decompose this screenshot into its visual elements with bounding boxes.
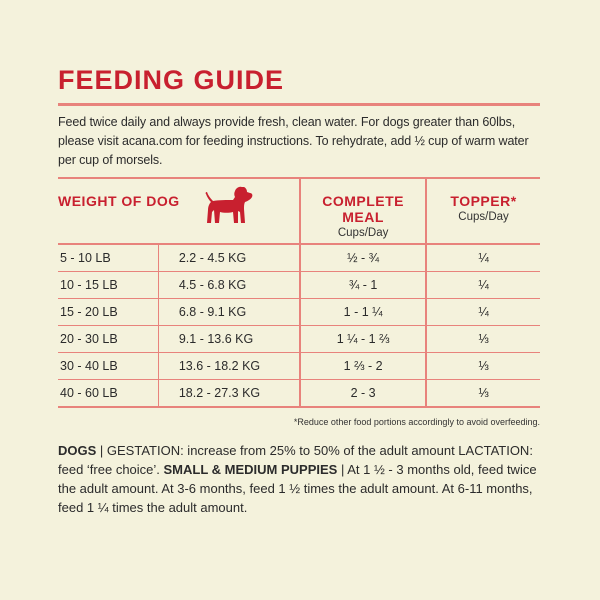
meal-cups: 1 - 1 ¼ xyxy=(300,299,426,326)
feeding-guide xyxy=(58,60,540,517)
intro-text: Feed twice daily and always provide fresh, clean water. For dogs greater than 60lbs, please visit acana.com for feeding instructions. To rehydrate, add ½ cup of warm water per cup of morsels. xyxy=(58,115,529,167)
meal-cups: ½ - ¾ xyxy=(300,244,426,272)
weight-lb: 30 - 40 LB xyxy=(58,353,158,380)
weight-lb: 40 - 60 LB xyxy=(58,380,158,408)
footnote: *Reduce other food portions accordingly to avoid overfeeding. xyxy=(293,417,540,427)
feeding-notes xyxy=(58,441,540,517)
weight-kg: 13.6 - 18.2 KG xyxy=(158,353,300,380)
weight-kg: 2.2 - 4.5 KG xyxy=(158,244,300,272)
dog-silhouette-icon xyxy=(202,185,254,225)
weight-lb: 20 - 30 LB xyxy=(58,326,158,353)
topper-cups: ⅓ xyxy=(426,380,540,408)
table-row xyxy=(58,326,540,353)
topper-cups: ¼ xyxy=(426,299,540,326)
topper-label: TOPPER* xyxy=(450,193,517,209)
table-row xyxy=(58,353,540,380)
table-row xyxy=(58,299,540,326)
topper-cups: ⅓ xyxy=(426,326,540,353)
topper-cups: ⅓ xyxy=(426,353,540,380)
topper-cups: ¼ xyxy=(426,272,540,299)
dogs-label: DOGS xyxy=(58,443,97,458)
page-title: FEEDING GUIDE xyxy=(58,65,285,95)
complete-meal-header xyxy=(300,179,426,244)
meal-cups: 1 ⅔ - 2 xyxy=(300,353,426,380)
table-row xyxy=(58,244,540,272)
title-divider xyxy=(58,103,540,106)
table-row xyxy=(58,380,540,408)
table-header-row xyxy=(58,179,540,244)
complete-meal-unit: Cups/Day xyxy=(337,227,389,239)
topper-cups: ¼ xyxy=(426,244,540,272)
weight-kg: 4.5 - 6.8 KG xyxy=(158,272,300,299)
weight-lb: 5 - 10 LB xyxy=(58,244,158,272)
table-row xyxy=(58,272,540,299)
weight-lb: 15 - 20 LB xyxy=(58,299,158,326)
puppies-text: | At 1 ½ - 3 months old, feed twice the adult amount. At 3-6 months, feed 1 ½ times the adult amount. At 6-11 months, feed 1 ¼ times the adult amount. xyxy=(58,462,537,515)
weight-header xyxy=(58,179,300,244)
weight-lb: 10 - 15 LB xyxy=(58,272,158,299)
complete-meal-label: COMPLETE MEAL xyxy=(322,193,404,225)
weight-kg: 6.8 - 9.1 KG xyxy=(158,299,300,326)
weight-kg: 9.1 - 13.6 KG xyxy=(158,326,300,353)
puppies-label: SMALL & MEDIUM PUPPIES xyxy=(163,462,338,477)
meal-cups: 1 ¼ - 1 ⅔ xyxy=(300,326,426,353)
topper-header xyxy=(426,179,540,244)
topper-unit: Cups/Day xyxy=(458,211,509,223)
meal-cups: ¾ - 1 xyxy=(300,272,426,299)
meal-cups: 2 - 3 xyxy=(300,380,426,408)
feeding-table xyxy=(58,179,540,408)
dogs-text: | GESTATION: increase from 25% to 50% of the adult amount LACTATION: feed ‘free choice’. xyxy=(58,443,533,477)
weight-kg: 18.2 - 27.3 KG xyxy=(158,380,300,408)
weight-header-label: WEIGHT OF DOG xyxy=(58,193,180,209)
